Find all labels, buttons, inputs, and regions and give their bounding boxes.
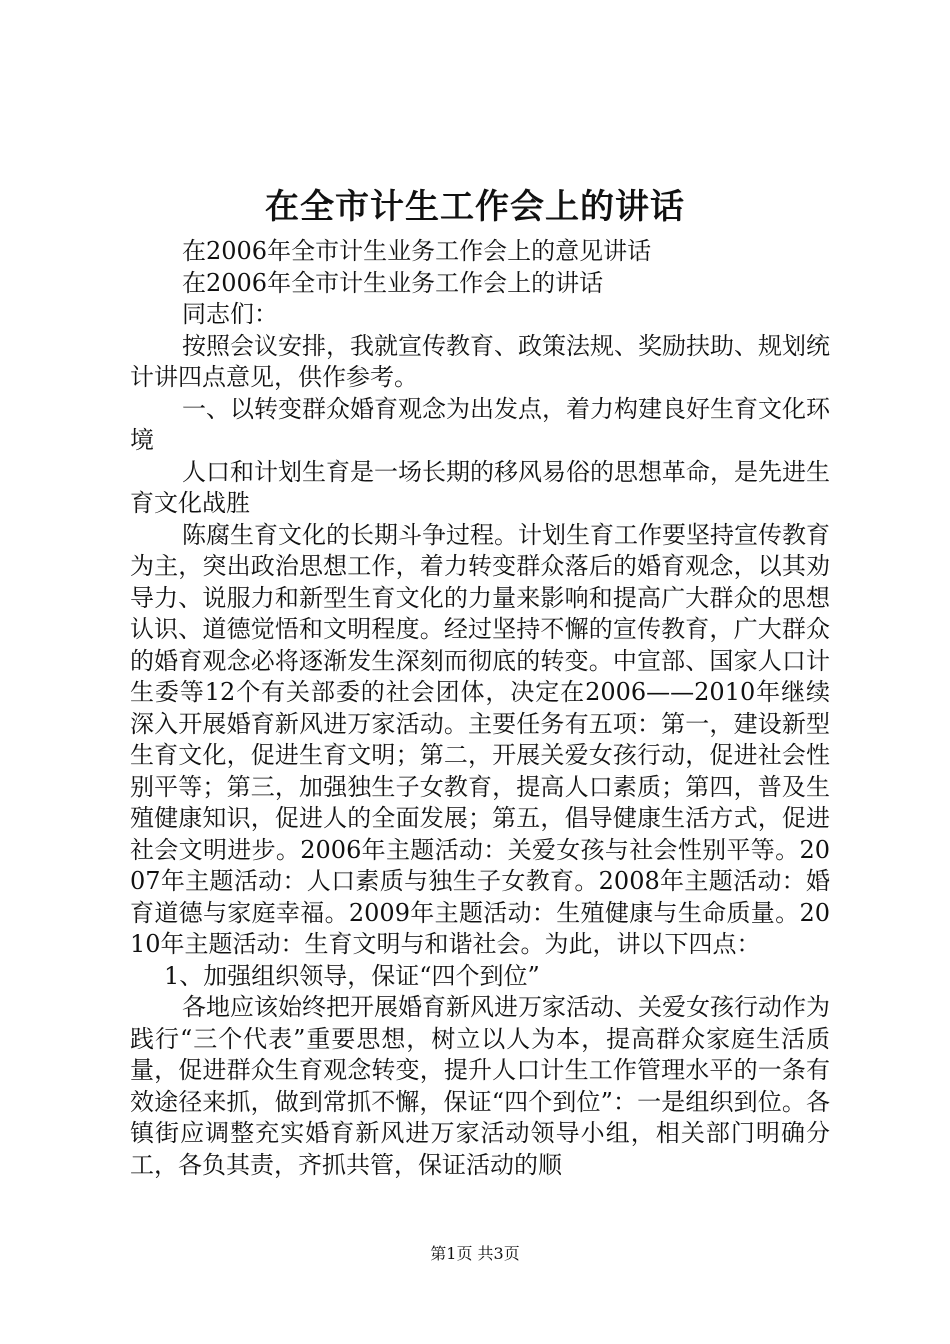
- body-paragraph: 陈腐生育文化的长期斗争过程。计划生育工作要坚持宣传教育为主，突出政治思想工作，着力转变群众落后的婚育观念，以其劝导力、说服力和新型生育文化的力量来影响和提高广大群众的思想认识、道德觉悟和文明程度。经过坚持不懈的宣传教育，广大群众的婚育观念必将逐渐发生深刻而彻底的转变。中宣部、国家人口计生委等12个有关部委的社会团体，决定在2006——2010年继续深入开展婚育新风进万家活动。主要任务有五项：第一，建设新型生育文化，促进生育文明；第二，开展关爱女孩行动，促进社会性别平等；第三，加强独生子女教育，提高人口素质；第四，普及生殖健康知识，促进人的全面发展；第五，倡导健康生活方式，促进社会文明进步。2006年主题活动：关爱女孩与社会性别平等。2007年主题活动：人口素质与独生子女教育。2008年主题活动：婚育道德与家庭幸福。2009年主题活动：生殖健康与生命质量。2010年主题活动：生育文明与和谐社会。为此，讲以下四点：: [130, 520, 830, 958]
- subtitle-line-2: 在2006年全市计生业务工作会上的讲话: [182, 268, 604, 297]
- document-title: 在全市计生工作会上的讲话: [265, 187, 685, 227]
- body-paragraph: 各地应该始终把开展婚育新风进万家活动、关爱女孩行动作为践行“三个代表”重要思想，树立以人为本，提高群众家庭生活质量，促进群众生育观念转变，提升人口计生工作管理水平的一条有效途径来抓，做到常抓不懈，保证“四个到位”：一是组织到位。各镇街应调整充实婚育新风进万家活动领导小组，相关部门明确分工，各负其责，齐抓共管，保证活动的顺: [130, 993, 830, 1179]
- document-body: [130, 236, 830, 1181]
- page-footer: 第1页 共3页: [430, 1244, 520, 1263]
- section-heading-1: 一、以转变群众婚育观念为出发点，着力构建良好生育文化环境: [130, 394, 830, 454]
- subsection-heading-1: 1、加强组织领导，保证“四个到位”: [164, 961, 540, 990]
- intro-paragraph: 按照会议安排，我就宣传教育、政策法规、奖励扶助、规划统计讲四点意见，供作参考。: [130, 331, 830, 391]
- salutation: 同志们：: [182, 300, 278, 328]
- body-paragraph: 人口和计划生育是一场长期的移风易俗的思想革命，是先进生育文化战胜: [130, 457, 830, 517]
- subtitle-line-1: 在2006年全市计生业务工作会上的意见讲话: [182, 237, 652, 265]
